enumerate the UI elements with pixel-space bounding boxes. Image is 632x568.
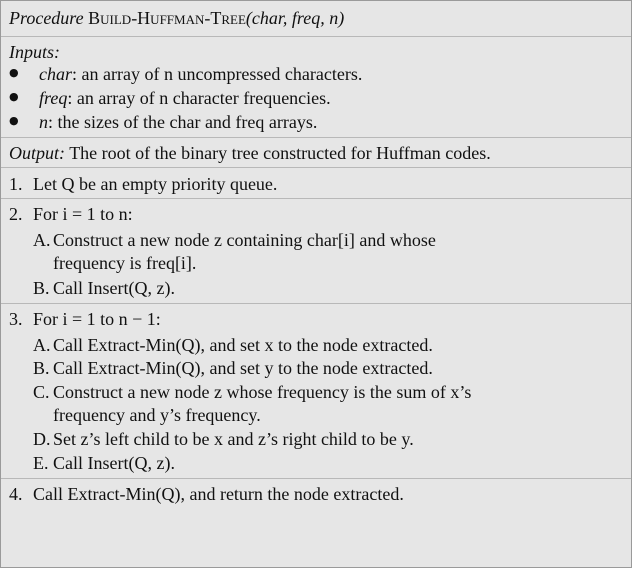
substep-continuation: frequency and y’s frequency. (53, 405, 261, 425)
output-line (9, 142, 491, 164)
step-text: For i = 1 to n − 1: (33, 309, 161, 329)
procedure-signature: (char, freq, n) (245, 8, 345, 28)
substep-letter: C. (33, 382, 50, 402)
input-description: : the sizes of the char and freq arrays. (48, 112, 318, 132)
substep-letter: E. (33, 453, 49, 473)
substep (33, 334, 433, 356)
substep (33, 277, 175, 299)
substep (33, 381, 471, 403)
input-item (39, 63, 362, 85)
substep-text: Set z’s left child to be x and z’s right child to be y. (53, 429, 414, 449)
input-description: : an array of n uncompressed characters. (72, 64, 363, 84)
substep-text: Call Extract-Min(Q), and set x to the node extracted. (53, 335, 433, 355)
step (9, 173, 277, 195)
inputs-heading: Inputs: (9, 42, 60, 62)
substep (33, 229, 436, 251)
input-term: n (39, 112, 48, 132)
substep (33, 452, 175, 474)
input-term: char (39, 64, 72, 84)
substep-letter: A. (33, 230, 51, 250)
step-number: 2. (9, 204, 23, 224)
substep (33, 357, 433, 379)
output-label: Output: (9, 143, 65, 163)
substep-text: Call Insert(Q, z). (53, 278, 175, 298)
step-number: 1. (9, 174, 23, 194)
bullet-icon: ● (9, 90, 19, 103)
step (9, 483, 404, 505)
substep-letter: B. (33, 358, 50, 378)
step-text: Let Q be an empty priority queue. (33, 174, 278, 194)
substep-letter: D. (33, 429, 51, 449)
substep-text: Construct a new node z containing char[i] and whose (53, 230, 436, 250)
step-text: For i = 1 to n: (33, 204, 133, 224)
step-number: 3. (9, 309, 23, 329)
substep-letter: A. (33, 335, 51, 355)
substep-text: Construct a new node z whose frequency is the sum of x’s (53, 382, 472, 402)
input-term: freq (39, 88, 68, 108)
divider (1, 478, 631, 479)
divider (1, 137, 631, 138)
step-number: 4. (9, 484, 23, 504)
step (9, 203, 133, 225)
input-item (39, 87, 331, 109)
substep-continuation: frequency is freq[i]. (53, 253, 197, 273)
output-text: The root of the binary tree constructed for Huffman codes. (69, 143, 491, 163)
substep-text: Call Insert(Q, z). (53, 453, 175, 473)
divider (1, 303, 631, 304)
step (9, 308, 161, 330)
procedure-keyword: Procedure (9, 8, 84, 28)
bullet-icon: ● (9, 114, 19, 127)
divider (1, 36, 631, 37)
input-description: : an array of n character frequencies. (67, 88, 331, 108)
input-item (39, 111, 317, 133)
step-text: Call Extract-Min(Q), and return the node extracted. (33, 484, 404, 504)
substep-letter: B. (33, 278, 50, 298)
substep-text: Call Extract-Min(Q), and set y to the node extracted. (53, 358, 433, 378)
procedure-name: Build-Huffman-Tree (88, 8, 246, 28)
substep (33, 428, 414, 450)
procedure-header (9, 7, 344, 29)
divider (1, 198, 631, 199)
divider (1, 167, 631, 168)
bullet-icon: ● (9, 66, 19, 79)
